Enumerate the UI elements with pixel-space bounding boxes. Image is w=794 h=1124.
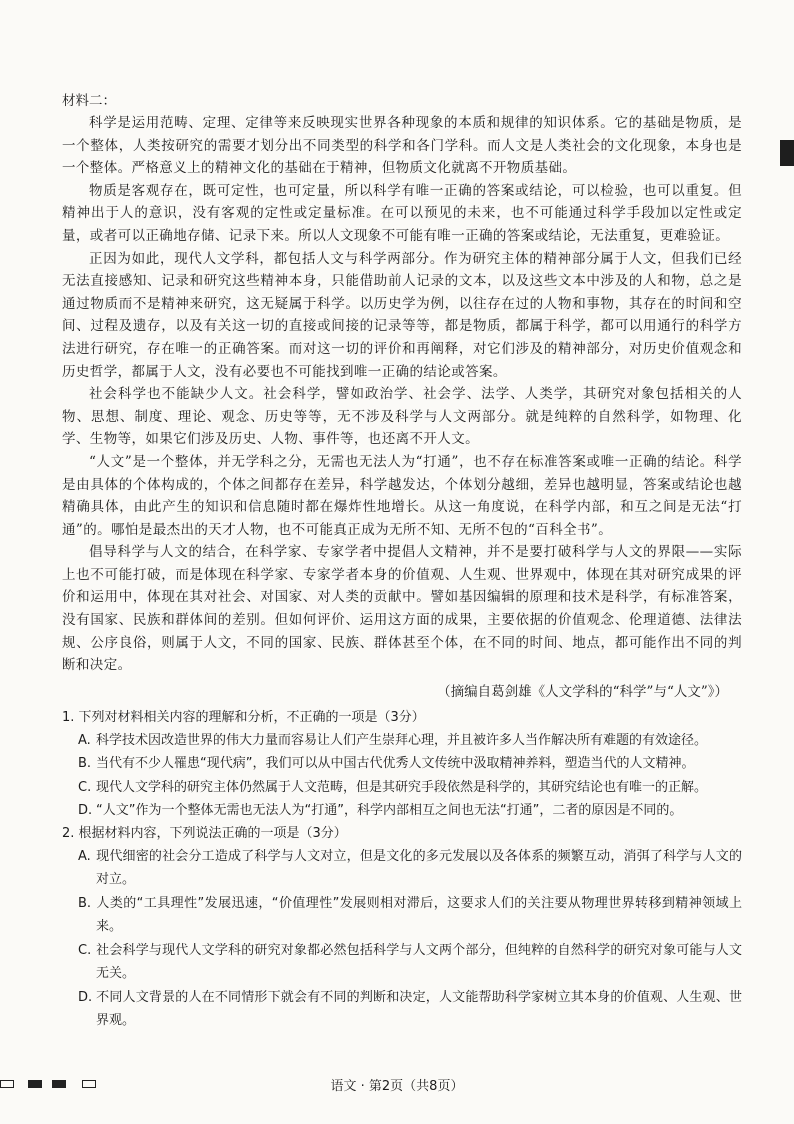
- option-text: “人文”作为一个整体无需也无法人为“打通”，科学内部相互之间也无法“打通”，二者的原因是不同的。: [96, 803, 683, 819]
- option-text: 现代人文学科的研究主体仍然属于人文范畴，但是其研究手段依然是科学的，其研究结论也有唯一的正解。: [96, 779, 708, 795]
- exam-page: [62, 90, 742, 1033]
- paragraph: 社会科学也不能缺少人文。社会科学，譬如政治学、社会学、法学、人类学，其研究对象包括相关的人物、思想、制度、理论、观念、历史等等，无不涉及科学与人文两部分。就是纯粹的自然科学，如物理、化学、生物等，如果它们涉及历史、人物、事件等，也还离不开人文。: [62, 386, 742, 448]
- option-text: 当代有不少人罹患“现代病”，我们可以从中国古代优秀人文传统中汲取精神养料，塑造当代的人文精神。: [96, 756, 695, 772]
- option-a: [78, 845, 742, 892]
- paragraph: 正因为如此，现代人文学科，都包括人文与科学两部分。作为研究主体的精神部分属于人文，但我们已经无法直接感知、记录和研究这些精神本身，只能借助前人记录的文本，以及这些文本中涉及的人和物，总之是通过物质而不是精神来研究，这无疑属于科学。以历史学为例，以往存在过的人物和事物，其存在的时间和空间、过程及遗存，以及有关这一切的直接或间接的记录等等，都是物质，都属于科学，都可以用通行的科学方法进行研究，存在唯一的正确答案。而对这一切的评价和再阐释，对它们涉及的精神部分，对历史价值观念和历史哲学，都属于人文，没有必要也不可能找到唯一正确的结论或答案。: [62, 250, 742, 380]
- binding-edge-tab: [780, 140, 794, 166]
- question-1: [62, 707, 742, 823]
- page-number: 语文 · 第2页（共8页）: [330, 1079, 464, 1094]
- option-letter: A.: [78, 848, 91, 864]
- source-citation: （摘编自葛剑雄《人文学科的“科学”与“人文”》）: [437, 683, 728, 700]
- paragraph: “人文”是一个整体，并无学科之分，无需也无法人为“打通”，也不存在标准答案或唯一正确的结论。科学是由具体的个体构成的，个体之间都存在差异，科学越发达，个体划分越细，差异也越明显，答案或结论也越精确具体，由此产生的知识和信息随时都在爆炸性地增长。从这一角度说，在科学内部，和互之间是无法“打通”的。哪怕是最杰出的天才人物，也不可能真正成为无所不知、无所不包的“百科全书”。: [62, 453, 742, 538]
- section-label: 材料二：: [62, 93, 116, 109]
- option-letter: C.: [78, 942, 92, 958]
- option-c: [78, 776, 742, 800]
- option-letter: A.: [78, 732, 91, 748]
- option-d: [78, 799, 742, 823]
- option-b: [78, 752, 742, 776]
- option-text: 现代细密的社会分工造成了科学与人文对立，但是文化的多元发展以及各体系的频繁互动，消弭了科学与人文的对立。: [96, 848, 742, 888]
- option-c: [78, 939, 742, 986]
- question-stem: 1. 下列对材料相关内容的理解和分析，不正确的一项是（3分）: [62, 709, 425, 725]
- option-a: [78, 729, 742, 753]
- page-footer: [0, 1073, 794, 1095]
- option-letter: D.: [78, 989, 93, 1005]
- option-letter: D.: [78, 803, 93, 819]
- option-text: 科学技术因改造世界的伟大力量而容易让人们产生崇拜心理，并且被许多人当作解决所有难题的有效途径。: [96, 732, 708, 748]
- question-2: [62, 823, 742, 1033]
- option-b: [78, 892, 742, 939]
- option-text: 人类的“工具理性”发展迅速，“价值理性”发展则相对滞后，这要求人们的关注要从物理世界转移到精神领域上来。: [96, 895, 742, 935]
- option-d: [78, 986, 742, 1033]
- paragraph: 物质是客观存在，既可定性，也可定量，所以科学有唯一正确的答案或结论，可以检验，也可以重复。但精神出于人的意识，没有客观的定性或定量标准。在可以预见的未来，也不可能通过科学手段加以定性或定量，或者可以正确地存储、记录下来。所以人文现象不可能有唯一正确的答案或结论，无法重复，更难验证。: [62, 182, 742, 244]
- option-text: 社会科学与现代人文学科的研究对象都必然包括科学与人文两个部分，但纯粹的自然科学的研究对象可能与人文无关。: [96, 942, 742, 982]
- question-stem: 2. 根据材料内容，下列说法正确的一项是（3分）: [62, 825, 347, 841]
- option-text: 不同人文背景的人在不同情形下就会有不同的判断和决定，人文能帮助科学家树立其本身的价值观、人生观、世界观。: [96, 989, 742, 1029]
- paragraph: 科学是运用范畴、定理、定律等来反映现实世界各种现象的本质和规律的知识体系。它的基础是物质，是一个整体，人类按研究的需要才划分出不同类型的科学和各门学科。而人文是人类社会的文化现象，本身也是一个整体。严格意义上的精神文化的基础在于精神，但物质文化就离不开物质基础。: [62, 115, 742, 177]
- material-body: [62, 112, 742, 677]
- option-letter: B.: [78, 895, 92, 911]
- option-letter: B.: [78, 756, 92, 772]
- paragraph: 倡导科学与人文的结合，在科学家、专家学者中提倡人文精神，并不是要打破科学与人文的界限——实际上也不可能打破，而是体现在科学家、专家学者本身的价值观、人生观、世界观中，体现在其对研究成果的评价和运用中，体现在其对社会、对国家、对人类的贡献中。譬如基因编辑的原理和技术是科学，有标准答案，没有国家、民族和群体间的差别。但如何评价、运用这方面的成果，主要依据的价值观念、伦理道德、法律法规、公序良俗，则属于人文，不同的国家、民族、群体甚至个体，在不同的时间、地点，都可能作出不同的判断和决定。: [62, 544, 742, 674]
- option-letter: C.: [78, 779, 92, 795]
